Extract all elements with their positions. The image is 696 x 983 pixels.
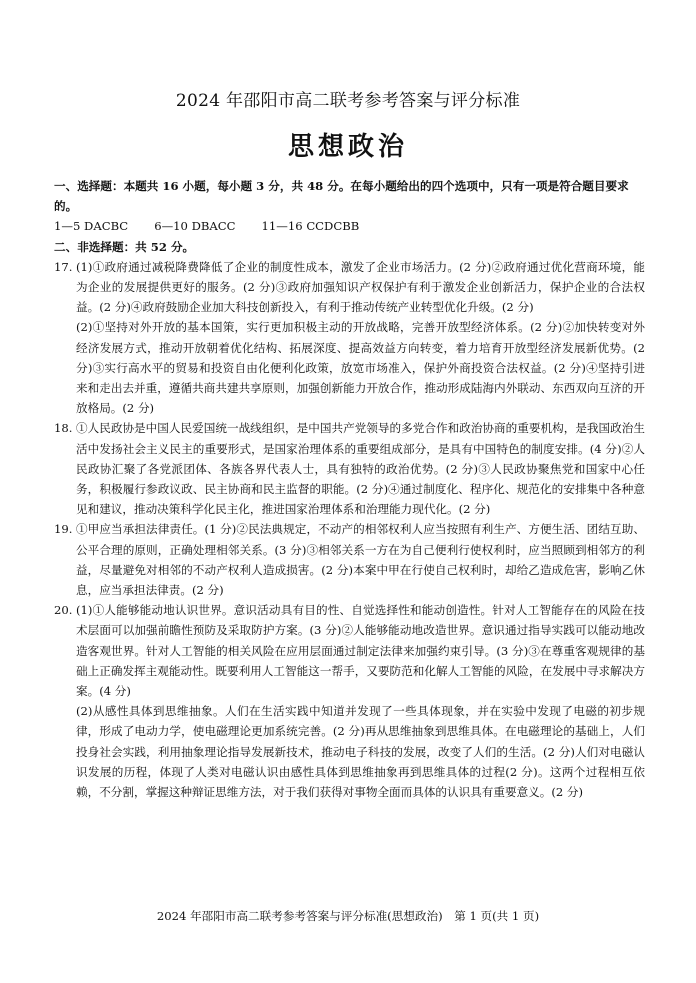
document-title: 2024 年邵阳市高二联考参考答案与评分标准 [175,91,521,111]
question-number: 20. [54,603,73,618]
question-18-answer: ①人民政协是中国人民爱国统一战线组织，是中国共产党领导的多党合作和政治协商的重要机构，是我国政治生活中发扬社会主义民主的重要形式，是国家治理体系的重要组成部分，是具有中国特色的制度安排。(4 分)②人民政协汇聚了各党派团体、各族各界代表人士，具有独特的政治优势。(2 分)③人民政协聚焦党和国家中心任务，积极履行参政议政、民主协商和民主监督的职能。(2 分)④通过制度化、程序化、规范化的安排集中各种意见和建议，推动决策科学化民主化，推进国家治理体系和治理能力现代化。(2 分) [76,421,645,517]
multiple-choice-answers [54,216,645,236]
answers-11-16: 11—16 CCDCBB [261,219,360,234]
question-18 [54,418,645,519]
subject-title: 思想政治 [287,132,408,162]
document-body [54,176,645,802]
question-19 [54,519,645,600]
question-20 [54,600,645,802]
answers-1-5: 1—5 DACBC [54,219,129,234]
answers-6-10: 6—10 DBACC [154,219,236,234]
question-number: 19. [54,522,73,537]
question-20-part-2: (2)从感性具体到思维抽象。人们在生活实践中知道并发现了一些具体现象，并在实验中发现了电磁的初步规律，形成了电动力学，使电磁理论更加系统完善。(2 分)再从思维抽象到思维具体。在电磁理论的基础上，人们投身社会实践，利用抽象理论指导发展新技术，推动电子科技的发展，改变了人们的生活。(2 分)人们对电磁认识发展的历程，体现了人类对电磁认识由感性具体到思维抽象再到思维具体的过程(2 分)。这两个过程相互依赖，不分割，掌握这种辩证思维方法，对于我们获得对事物全面而具体的认识具有重要意义。(2 分) [76,704,645,800]
section-2-heading: 二、非选择题：共 52 分。 [54,239,195,254]
question-17-part-2: (2)①坚持对外开放的基本国策，实行更加积极主动的开放战略，完善开放型经济体系。(2 分)②加快转变对外经济发展方式，推动开放朝着优化结构、拓展深度、提高效益方向转变，着力培育开放型经济发展新优势。(2 分)③实行高水平的贸易和投资自由化便利化政策，放宽市场准入，保护外商投资合法权益。(2 分)④坚持引进来和走出去并重，遵循共商共建共享原则，加强创新能力开放合作，推动形成陆海内外联动、东西双向互济的开放格局。(2 分) [76,320,645,416]
question-17 [54,257,645,419]
section-1-heading: 一、选择题：本题共 16 小题，每小题 3 分，共 48 分。在每小题给出的四个选项中，只有一项是符合题目要求的。 [54,179,629,214]
question-number: 17. [54,259,73,274]
question-17-part-1: (1)①政府通过减税降费降低了企业的制度性成本，激发了企业市场活力。(2 分)②政府通过优化营商环境，能为企业的发展提供更好的服务。(2 分)③政府加强知识产权保护有利于激发企业创新活力，保护企业的合法权益。(2 分)④政府鼓励企业加大科技创新投入，有利于推动传统产业转型优化升级。(2 分) [76,259,645,315]
question-20-part-1: (1)①人能够能动地认识世界。意识活动具有目的性、自觉选择性和能动创造性。针对人工智能存在的风险在技术层面可以加强前瞻性预防及采取防护方案。(3 分)②人能够能动地改造世界。意识通过指导实践可以能动地改造客观世界。针对人工智能的相关风险在应用层面通过制定法律来加强约束引导。(3 分)③在尊重客观规律的基础上正确发挥主观能动性。既要利用人工智能这一帮手，又要防范和化解人工智能的风险，在发展中寻求解决方案。(4 分) [76,603,645,699]
page-footer: 2024 年邵阳市高二联考参考答案与评分标准(思想政治) 第 1 页(共 1 页) [156,909,540,923]
question-19-answer: ①甲应当承担法律责任。(1 分)②民法典规定，不动产的相邻权利人应当按照有利生产、方便生活、团结互助、公平合理的原则，正确处理相邻关系。(3 分)③相邻关系一方在为自己便利行使权利时，应当照顾到相邻方的利益，尽量避免对相邻的不动产权利人造成损害。(2 分)本案中甲在行使自己权利时，却给乙造成危害，影响乙休息，应当承担法律责。(2 分) [76,522,645,598]
question-number: 18. [54,421,73,436]
